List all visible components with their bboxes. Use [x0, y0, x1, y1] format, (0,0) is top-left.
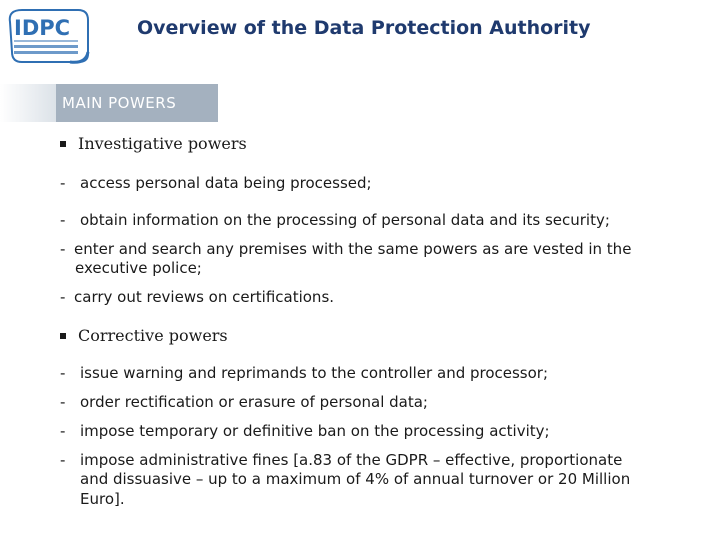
list-item-continuation [80, 470, 630, 489]
list-item-text: and dissuasive – up to a maximum of 4% of annual turnover or 20 Million [80, 470, 631, 488]
page-title: Overview of the Data Protection Authority [137, 17, 591, 39]
list-item [60, 364, 548, 383]
logo-text: IDPC [14, 16, 71, 40]
dash: - [60, 211, 66, 229]
list-item [60, 422, 550, 441]
list-item-text: obtain information on the processing of personal data and its security; [80, 211, 610, 229]
idpc-logo [8, 8, 90, 64]
list-item-text: enter and search any premises with the same powers as are vested in the [74, 240, 632, 258]
list-item-text: Euro]. [80, 490, 125, 508]
dash: - [60, 288, 66, 306]
dash: - [60, 174, 66, 192]
corrective-heading-text: Corrective powers [78, 326, 228, 345]
square-bullet-icon [60, 141, 66, 147]
list-item-text: issue warning and reprimands to the controller and processor; [80, 364, 549, 382]
list-item [60, 288, 334, 307]
list-item-text: impose administrative fines [a.83 of the GDPR – effective, proportionate [80, 451, 623, 469]
list-item [60, 451, 622, 470]
list-item-continuation [80, 490, 125, 509]
list-item-continuation [75, 259, 202, 278]
dash: - [60, 451, 66, 469]
investigative-heading [60, 134, 247, 153]
dash: - [60, 364, 66, 382]
dash: - [60, 240, 66, 258]
section-tab-fade [0, 84, 56, 122]
dash: - [60, 422, 66, 440]
list-item-text: access personal data being processed; [80, 174, 372, 192]
list-item [60, 211, 610, 230]
list-item [60, 174, 372, 193]
dash: - [60, 393, 66, 411]
section-tab-main-powers: MAIN POWERS [56, 84, 218, 122]
corrective-heading [60, 326, 228, 345]
list-item-text: impose temporary or definitive ban on the processing activity; [80, 422, 550, 440]
list-item [60, 393, 428, 412]
list-item-text: executive police; [75, 259, 202, 277]
list-item-text: carry out reviews on certifications. [74, 288, 335, 306]
square-bullet-icon [60, 333, 66, 339]
investigative-heading-text: Investigative powers [78, 134, 247, 153]
list-item [60, 240, 631, 259]
list-item-text: order rectification or erasure of personal data; [80, 393, 428, 411]
